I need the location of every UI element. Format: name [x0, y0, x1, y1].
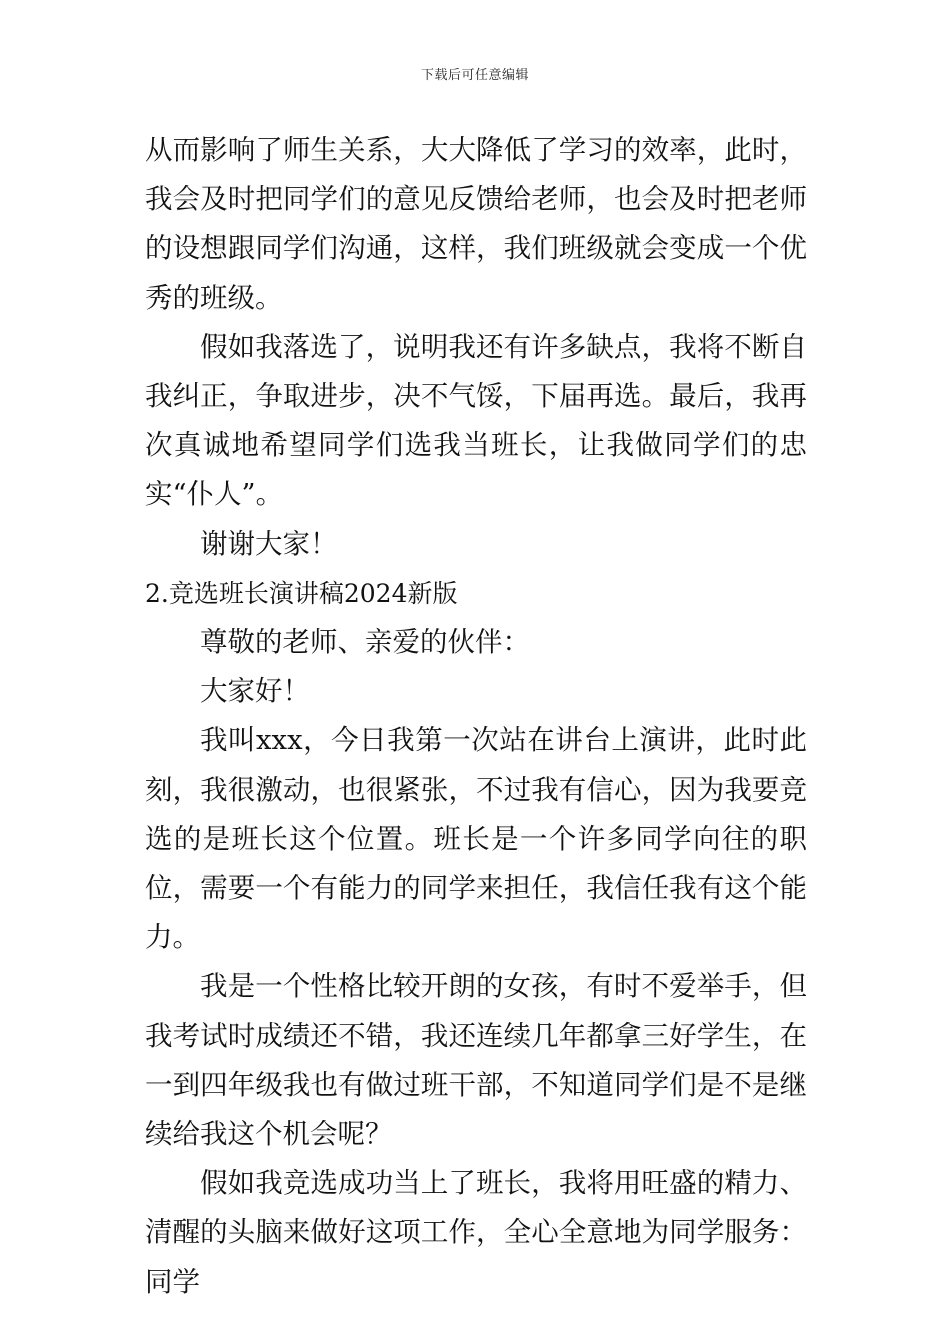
- paragraph-self-description: 我是一个性格比较开朗的女孩，有时不爱举手，但我考试时成绩还不错，我还连续几年都拿三好学生，在一到四年级我也有做过班干部，不知道同学们是不是继续给我这个机会呢？: [145, 970, 807, 1151]
- paragraph-continuation: 从而影响了师生关系，大大降低了学习的效率，此时，我会及时把同学们的意见反馈给老师，也会及时把老师的设想跟同学们沟通，这样，我们班级就会变成一个优秀的班级。: [145, 134, 807, 314]
- paragraph-introduction: 我叫xxx，今日我第一次站在讲台上演讲，此时此刻，我很激动，也很紧张，不过我有信心，因为我要竞选的是班长这个位置。班长是一个许多同学向往的职位，需要一个有能力的同学来担任，我信任我有这个能力。: [145, 724, 807, 954]
- paragraph-salutation: 尊敬的老师、亲爱的伙伴：: [200, 626, 530, 659]
- paragraph-promise: 假如我竞选成功当上了班长，我将用旺盛的精力、清醒的头脑来做好这项工作，全心全意地为同学服务：同学: [145, 1167, 807, 1298]
- section-heading: 2.竞选班长演讲稿2024新版: [145, 578, 458, 608]
- paragraph-greeting: 大家好！: [200, 675, 310, 708]
- page-header: 下载后可任意编辑: [420, 68, 529, 83]
- document-body: [145, 126, 807, 1307]
- paragraph-thanks: 谢谢大家！: [200, 527, 338, 560]
- paragraph-if-not-elected: 假如我落选了，说明我还有许多缺点，我将不断自我纠正，争取进步，决不气馁，下届再选。最后，我再次真诚地希望同学们选我当班长，让我做同学们的忠实“仆人”。: [145, 330, 807, 511]
